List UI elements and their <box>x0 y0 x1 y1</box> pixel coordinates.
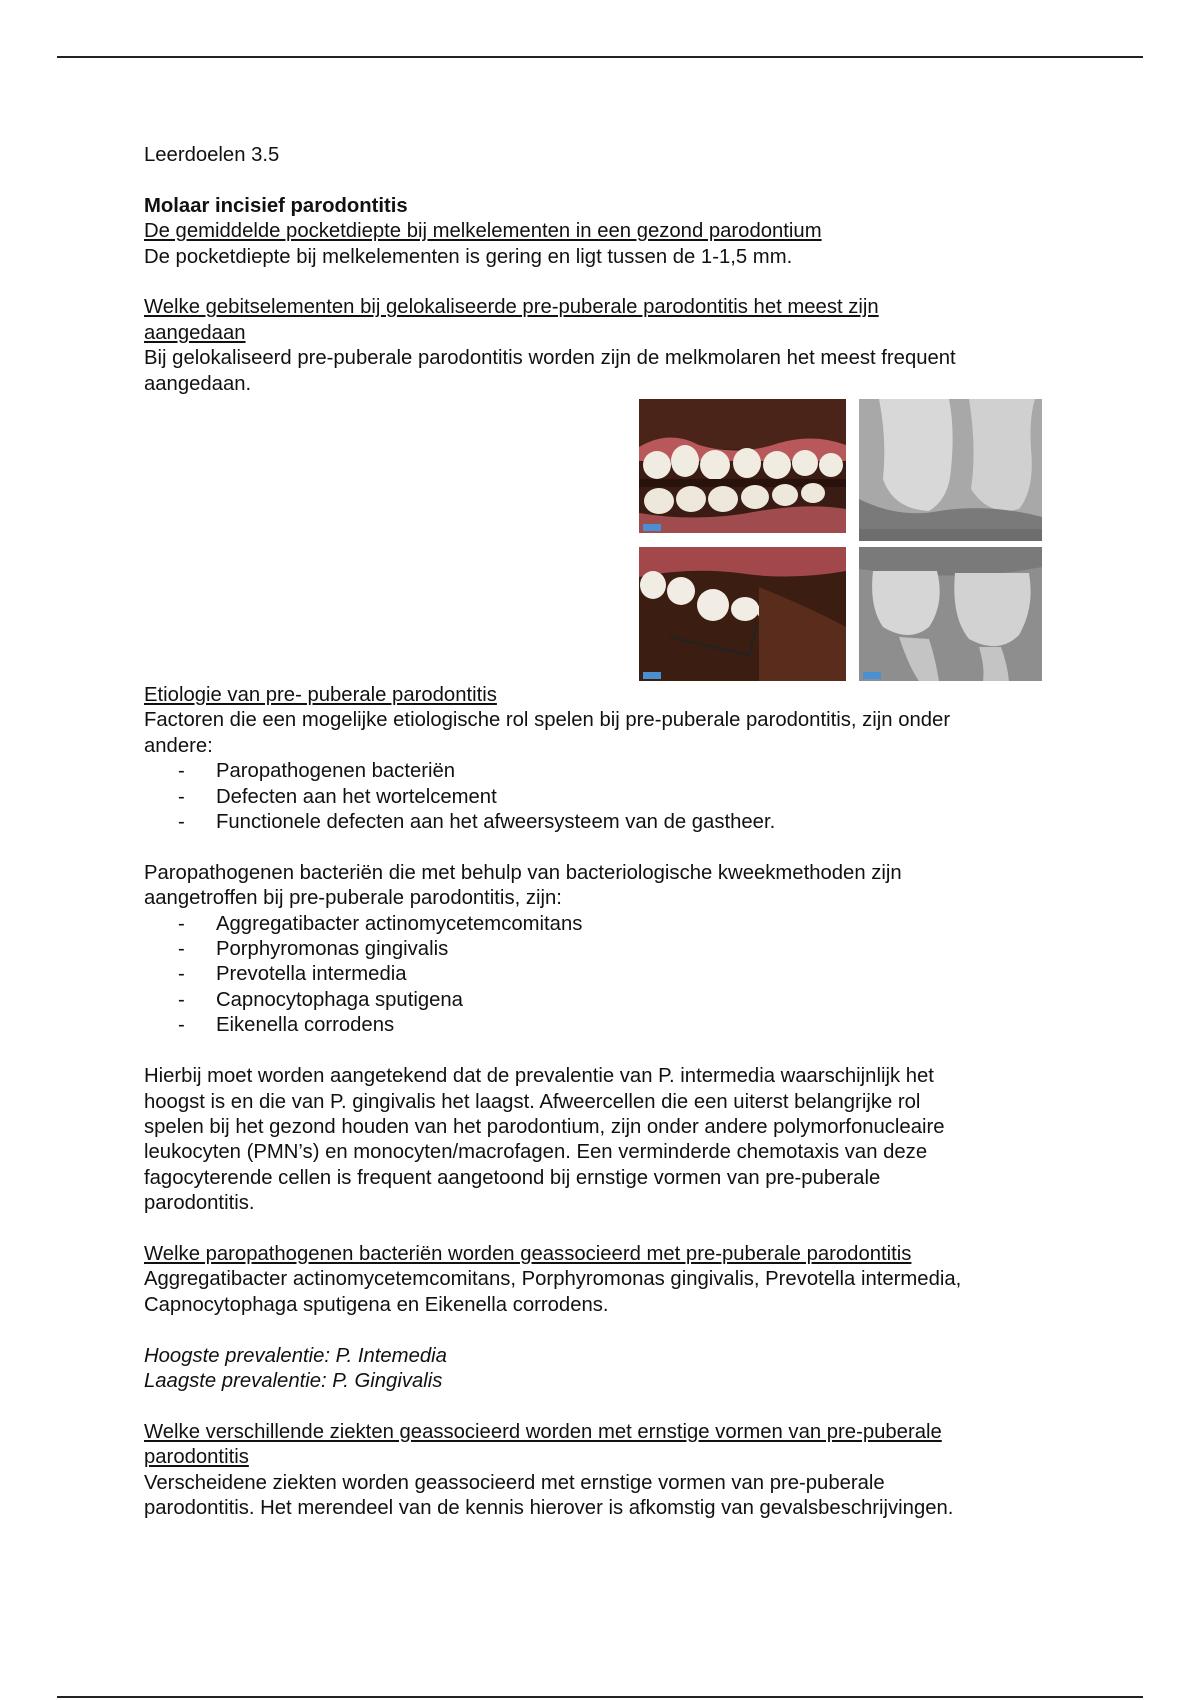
body-text: Paropathogenen bacteriën die met behulp van bacteriologische kweekmethoden zijn <box>144 861 902 884</box>
list-item: - Prevotella intermedia <box>216 962 1044 987</box>
answer-text: Bij gelokaliseerd pre-puberale parodontitis worden zijn de melkmolaren het meest frequent <box>144 347 956 370</box>
document-body <box>144 143 1044 1521</box>
list-item: - Capnocytophaga sputigena <box>216 988 1044 1013</box>
answer-text: De pocketdiepte bij melkelementen is gering en ligt tussen de 1-1,5 mm. <box>144 245 793 268</box>
list-item: - Functionele defecten aan het afweersysteem van de gastheer. <box>216 810 1044 835</box>
body-text: Factoren die een mogelijke etiologische rol spelen bij pre-puberale parodontitis, zijn onder <box>144 709 951 732</box>
prevalence-lowest: Laagste prevalentie: P. Gingivalis <box>144 1369 443 1392</box>
question-heading: Etiologie van pre- puberale parodontitis <box>144 684 497 707</box>
body-text: Hierbij moet worden aangetekend dat de prevalentie van P. intermedia waarschijnlijk het <box>144 1065 934 1088</box>
answer-text: Capnocytophaga sputigena en Eikenella corrodens. <box>144 1293 609 1316</box>
dental-xray-icon <box>859 399 1042 541</box>
question-heading: Welke gebitselementen bij gelokaliseerde pre-puberale parodontitis het meest zijn <box>144 296 879 319</box>
prevalence-highest: Hoogste prevalentie: P. Intemedia <box>144 1344 447 1367</box>
body-text: parodontitis. <box>144 1192 255 1215</box>
answer-text: Verscheidene ziekten worden geassocieerd met ernstige vormen van pre-puberale <box>144 1471 885 1494</box>
header-rule <box>57 56 1143 58</box>
list-item: - Paropathogenen bacteriën <box>216 759 1044 784</box>
question-heading: aangedaan <box>144 321 246 344</box>
page-title: Leerdoelen 3.5 <box>144 144 280 166</box>
list-item: - Eikenella corrodens <box>216 1013 1044 1038</box>
footer-rule <box>57 1696 1143 1698</box>
body-text: hoogst is en die van P. gingivalis het laagst. Afweercellen die een uiterst belangrijke rol <box>144 1090 921 1113</box>
figure-panel <box>144 399 1044 683</box>
intraoral-photo-icon <box>639 399 846 533</box>
body-text: fagocyterende cellen is frequent aangetoond bij ernstige vormen van pre-puberale <box>144 1166 881 1189</box>
body-text: aangetroffen bij pre-puberale parodontitis, zijn: <box>144 887 562 910</box>
factor-list <box>144 759 1044 835</box>
question-heading: Welke verschillende ziekten geassocieerd worden met ernstige vormen van pre-puberale <box>144 1420 942 1443</box>
question-heading: De gemiddelde pocketdiepte bij melkelementen in een gezond parodontium <box>144 220 822 243</box>
question-heading: parodontitis <box>144 1446 249 1469</box>
intraoral-photo-icon <box>639 547 846 681</box>
answer-text: aangedaan. <box>144 372 252 395</box>
answer-text: Aggregatibacter actinomycetemcomitans, Porphyromonas gingivalis, Prevotella intermedia, <box>144 1268 962 1291</box>
list-item: - Porphyromonas gingivalis <box>216 937 1044 962</box>
body-text: spelen bij het gezond houden van het parodontium, zijn onder andere polymorfonucleaire <box>144 1115 945 1138</box>
question-heading: Welke paropathogenen bacteriën worden geassocieerd met pre-puberale parodontitis <box>144 1242 912 1265</box>
bacteria-list <box>144 912 1044 1039</box>
body-text: leukocyten (PMN’s) en monocyten/macrofagen. Een verminderde chemotaxis van deze <box>144 1141 928 1164</box>
section-heading: Molaar incisief parodontitis <box>144 194 408 217</box>
list-item: - Defecten aan het wortelcement <box>216 785 1044 810</box>
list-item: - Aggregatibacter actinomycetemcomitans <box>216 912 1044 937</box>
dental-xray-icon <box>859 547 1042 681</box>
answer-text: parodontitis. Het merendeel van de kennis hierover is afkomstig van gevalsbeschrijvingen. <box>144 1496 954 1519</box>
body-text: andere: <box>144 734 213 757</box>
